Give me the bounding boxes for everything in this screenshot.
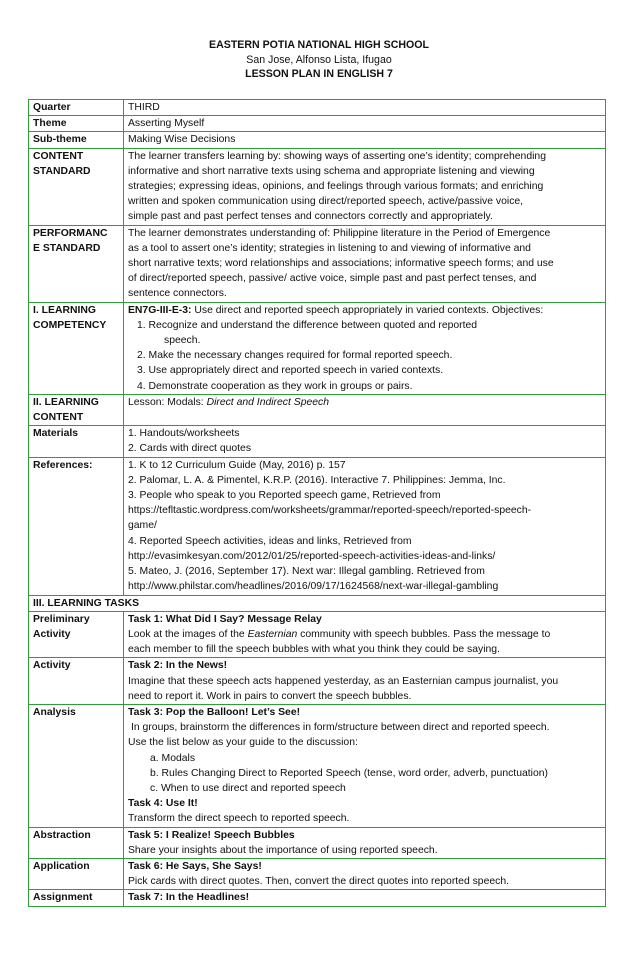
label-abstraction: Abstraction bbox=[29, 827, 124, 858]
reference-link: http://evasimkesyan.com/2012/01/25/reported-speech-activities-ideas-and-links/ bbox=[128, 550, 496, 562]
label-preliminary-activity: Preliminary Activity bbox=[29, 611, 124, 658]
task-2-title: Task 2: In the News! bbox=[128, 660, 228, 672]
value-application: Task 6: He Says, She Says! Pick cards with direct quotes. Then, convert the direct quotes into reported speech. bbox=[124, 858, 606, 889]
value-analysis: Task 3: Pop the Balloon! Let’s See! In groups, brainstorm the differences in form/structure between direct and reported speech. Use the list below as your guide to the discussion: a. Modals b. Rules Changing Direct to Reported Speech (tense, word order, adverb, punctuation) c. When to use direct and reported speech Task 4: Use It! Transform the direct speech to reported speech. bbox=[124, 704, 606, 827]
objective-4: 4. Demonstrate cooperation as they work in groups or pairs. bbox=[137, 380, 413, 392]
label-performance-standard: PERFORMANC E STANDARD bbox=[29, 225, 124, 302]
document-title: LESSON PLAN IN ENGLISH 7 bbox=[245, 68, 393, 80]
objective-3: 3. Use appropriately direct and reported speech in varied contexts. bbox=[137, 365, 444, 377]
value-preliminary-activity: Task 1: What Did I Say? Message Relay Look at the images of the Easternian community with speech bubbles. Pass the message to each member to fill the speech bubbles with what you think they could be saying. bbox=[124, 611, 606, 658]
lesson-topic: Direct and Indirect Speech bbox=[206, 396, 330, 408]
objective-2: 2. Make the necessary changes required for formal reported speech. bbox=[137, 350, 453, 362]
task-5-title: Task 5: I Realize! Speech Bubbles bbox=[128, 829, 295, 841]
row-content-standard bbox=[29, 148, 606, 225]
label-analysis: Analysis bbox=[29, 704, 124, 827]
value-content-standard: The learner transfers learning by: showing ways of asserting one’s identity; comprehending informative and short narrative texts using schema and appropriate listening and viewing strategies; expressing ideas, opinions, and feelings through various formats; and enriching written and spoken communication using direct/reported speech, active/passive voice, simple past and past perfect tenses and connectors correctly and appropriately. bbox=[124, 148, 606, 225]
value-subtheme: Making Wise Decisions bbox=[124, 132, 606, 148]
task-6-title: Task 6: He Says, She Says! bbox=[128, 860, 262, 872]
school-name: EASTERN POTIA NATIONAL HIGH SCHOOL bbox=[209, 39, 429, 51]
row-activity bbox=[29, 658, 606, 705]
task-4-title: Task 4: Use It! bbox=[128, 798, 198, 810]
row-learning-content bbox=[29, 394, 606, 425]
document-header bbox=[0, 38, 638, 82]
row-learning-tasks-heading bbox=[29, 595, 606, 611]
row-learning-competency bbox=[29, 302, 606, 394]
value-performance-standard: The learner demonstrates understanding of: Philippine literature in the Period of Emergence as a tool to assert one’s identity; strategies in listening to and viewing of informative and short narrative texts; word relationships and associations; informative speech forms; and use of direct/reported speech, passive/ active voice, simple past and past perfect tenses, and sentence connectors. bbox=[124, 225, 606, 302]
label-subtheme: Sub-theme bbox=[29, 132, 124, 148]
value-abstraction: Task 5: I Realize! Speech Bubbles Share your insights about the importance of using reported speech. bbox=[124, 827, 606, 858]
value-quarter: THIRD bbox=[124, 100, 606, 116]
row-references bbox=[29, 457, 606, 595]
value-assignment bbox=[124, 890, 606, 906]
label-application: Application bbox=[29, 858, 124, 889]
label-learning-content: II. LEARNING CONTENT bbox=[29, 394, 124, 425]
value-learning-content: Lesson: Modals: Direct and Indirect Speech bbox=[124, 394, 606, 425]
label-quarter: Quarter bbox=[29, 100, 124, 116]
label-activity: Activity bbox=[29, 658, 124, 705]
objective-1: 1. Recognize and understand the difference between quoted and reported bbox=[137, 319, 478, 331]
value-learning-competency: EN7G-III-E-3: Use direct and reported speech appropriately in varied contexts. Objectives: 1. Recognize and understand the difference between quoted and reported speech. 2. Make the necessary changes required for formal reported speech. 3. Use appropriately direct and reported speech in varied contexts. 4. Demonstrate cooperation as they work in groups or pairs. bbox=[124, 302, 606, 394]
label-materials: Materials bbox=[29, 426, 124, 457]
row-materials bbox=[29, 426, 606, 457]
competency-code: EN7G-III-E-3: bbox=[128, 304, 192, 316]
section-learning-tasks: III. LEARNING TASKS bbox=[29, 595, 606, 611]
row-analysis bbox=[29, 704, 606, 827]
task-7-title: Task 7: In the Headlines! bbox=[128, 892, 250, 904]
label-theme: Theme bbox=[29, 116, 124, 132]
label-content-standard: CONTENT STANDARD bbox=[29, 148, 124, 225]
row-assignment bbox=[29, 890, 606, 906]
row-quarter bbox=[29, 100, 606, 116]
row-subtheme bbox=[29, 132, 606, 148]
task-3-title: Task 3: Pop the Balloon! Let’s See! bbox=[128, 706, 301, 718]
label-assignment: Assignment bbox=[29, 890, 124, 906]
row-performance-standard bbox=[29, 225, 606, 302]
value-theme: Asserting Myself bbox=[124, 116, 606, 132]
reference-link: http://www.philstar.com/headlines/2016/09/17/1624568/next-war-illegal-gambling bbox=[128, 581, 499, 593]
school-address: San Jose, Alfonso Lista, Ifugao bbox=[246, 53, 392, 66]
row-preliminary-activity bbox=[29, 611, 606, 658]
row-theme bbox=[29, 116, 606, 132]
row-application bbox=[29, 858, 606, 889]
reference-link: https://tefltastic.wordpress.com/worksheets/grammar/reported-speech/reported-speech- bbox=[128, 505, 532, 517]
value-references: 1. K to 12 Curriculum Guide (May, 2016) p. 157 2. Palomar, L. A. & Pimentel, K.R.P. (2016). Interactive 7. Philippines: Jemma, Inc. 3. People who speak to you Reported speech game, Retrieved from https://tefltastic.wordpress.com/worksheets/grammar/reported-speech/reported-speech- game/ 4. Reported Speech activities, ideas and links, Retrieved from http://evasimkesyan.com/2012/01/25/reported-speech-activities-ideas-and-links/ 5. Mateo, J. (2016, September 17). Next war: Illegal gambling. Retrieved from http://www.philstar.com/headlines/2016/09/17/1624568/next-war-illegal-gambling bbox=[124, 457, 606, 595]
label-references: References: bbox=[29, 457, 124, 595]
label-learning-competency: I. LEARNING COMPETENCY bbox=[29, 302, 124, 394]
value-activity: Task 2: In the News! Imagine that these speech acts happened yesterday, as an Easternian campus journalist, you need to report it. Work in pairs to convert the speech bubbles. bbox=[124, 658, 606, 705]
value-materials: 1. Handouts/worksheets 2. Cards with direct quotes bbox=[124, 426, 606, 457]
row-abstraction bbox=[29, 827, 606, 858]
task-1-title: Task 1: What Did I Say? Message Relay bbox=[128, 613, 322, 625]
lesson-plan-table bbox=[28, 99, 606, 907]
